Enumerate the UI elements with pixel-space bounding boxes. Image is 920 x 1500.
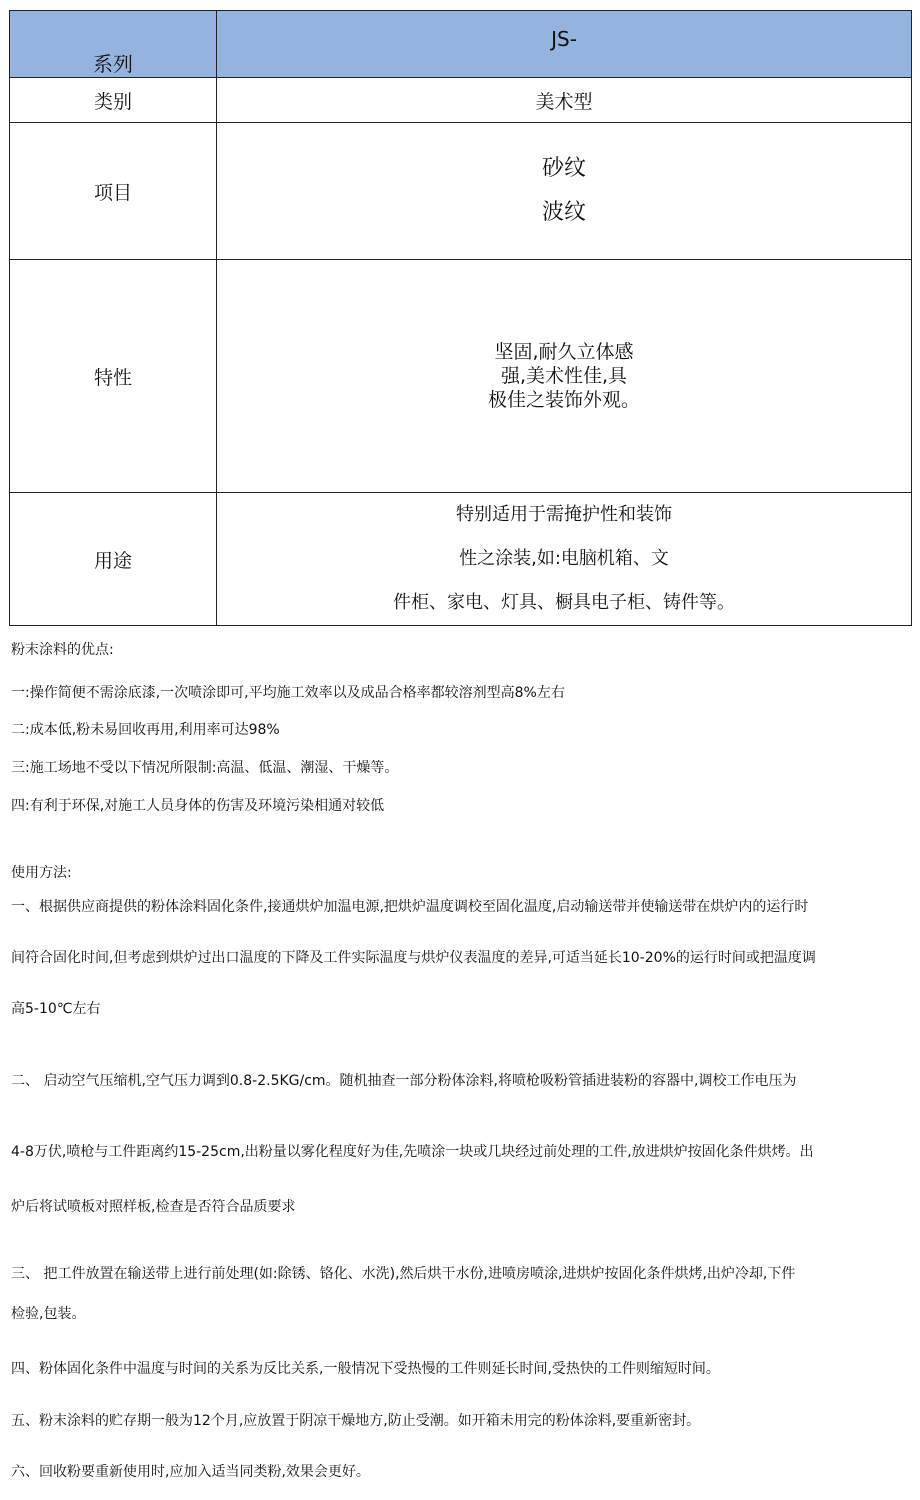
use-line: 特别适用于需掩护性和装饰 (456, 504, 672, 525)
series-value: JS- (217, 11, 912, 78)
usage-line: 间符合固化时间,但考虑到烘炉过出口温度的下降及工件实际温度与烘炉仪表温度的差异,可适当延长10-20%的运行时间或把温度调 (11, 950, 816, 966)
use-line: 件柜、家电、灯具、橱具电子柜、铸件等。 (393, 592, 735, 613)
category-row (10, 78, 912, 123)
advantage-item: 一:操作简便不需涂底漆,一次喷涂即可,平均施工效率以及成品合格率都较溶剂型高8%左右 (11, 685, 565, 701)
advantage-item: 三:施工场地不受以下情况所限制:高温、低温、潮湿、干燥等。 (11, 760, 399, 776)
category-label: 类别 (10, 78, 217, 123)
spec-table (9, 10, 912, 626)
feature-label: 特性 (10, 260, 217, 493)
use-row (10, 493, 912, 626)
use-label: 用途 (10, 493, 217, 626)
advantage-item: 四:有利于环保,对施工人员身体的伤害及环境污染相通对较低 (11, 798, 385, 814)
usage-line: 六、回收粉要重新使用时,应加入适当同类粉,效果会更好。 (11, 1464, 370, 1480)
usage-line: 四、粉体固化条件中温度与时间的关系为反比关系,一般情况下受热慢的工件则延长时间,受热快的工件则缩短时间。 (11, 1361, 720, 1377)
usage-line: 检验,包装。 (11, 1306, 86, 1322)
series-row (10, 11, 912, 78)
item-label: 项目 (10, 123, 217, 260)
use-text (217, 493, 912, 626)
usage-line: 二、 启动空气压缩机,空气压力调到0.8-2.5KG/cm。随机抽查一部分粉体涂料,将喷枪吸粉管插进装粉的容器中,调校工作电压为 (11, 1073, 797, 1089)
use-line: 性之涂装,如:电脑机箱、文 (459, 548, 669, 569)
usage-title: 使用方法: (11, 865, 72, 881)
item-row (10, 123, 912, 260)
usage-line: 五、粉末涂料的贮存期一般为12个月,应放置于阴凉干燥地方,防止受潮。如开箱未用完的粉体涂料,要重新密封。 (11, 1413, 701, 1429)
item-value: 波纹 (541, 200, 586, 225)
feature-row (10, 260, 912, 493)
usage-line: 炉后将试喷板对照样板,检查是否符合品质要求 (11, 1199, 296, 1215)
usage-line: 三、 把工件放置在输送带上进行前处理(如:除锈、铬化、水洗),然后烘干水份,进喷房喷涂,进烘炉按固化条件烘烤,出炉冷却,下件 (11, 1266, 796, 1282)
usage-line: 高5-10℃左右 (11, 1001, 101, 1017)
usage-line: 一、根据供应商提供的粉体涂料固化条件,接通烘炉加温电源,把烘炉温度调校至固化温度,启动输送带并使输送带在烘炉内的运行时 (11, 899, 809, 915)
item-values (217, 123, 912, 260)
series-label: 系列 (10, 11, 217, 78)
usage-line: 4-8万伏,喷枪与工件距离约15-25cm,出粉量以雾化程度好为佳,先喷涂一块或几块经过前处理的工件,放进烘炉按固化条件烘烤。出 (11, 1144, 814, 1160)
advantages-title: 粉末涂料的优点: (11, 642, 114, 658)
advantage-item: 二:成本低,粉未易回收再用,利用率可达98% (11, 722, 280, 738)
feature-line: 极佳之装饰外观。 (487, 389, 640, 411)
category-value: 美术型 (217, 78, 912, 123)
feature-text (217, 260, 912, 493)
feature-line: 坚固,耐久立体感 (494, 341, 634, 363)
item-value: 砂纹 (541, 156, 586, 181)
feature-line: 强,美术性佳,具 (500, 365, 628, 387)
